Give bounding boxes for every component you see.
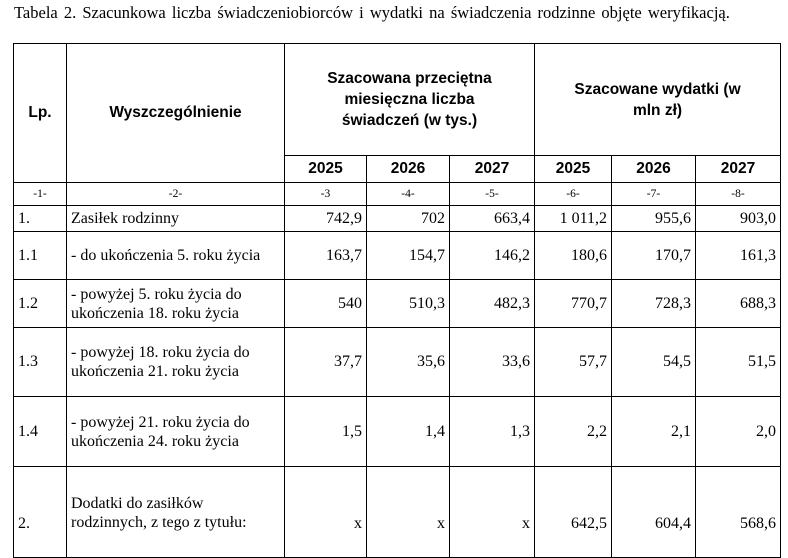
row-value: 1,5 bbox=[285, 397, 367, 467]
row-lp: 2. bbox=[14, 467, 67, 558]
header-group-count-text: Szacowana przeciętna miesięczna liczba świadczeń (w tys.) bbox=[327, 70, 492, 129]
row-value: 180,6 bbox=[535, 232, 612, 280]
row-value: x bbox=[450, 467, 535, 558]
column-number: -4- bbox=[367, 183, 450, 206]
header-group-count bbox=[285, 44, 535, 156]
column-number: -5- bbox=[450, 183, 535, 206]
row-value: 163,7 bbox=[285, 232, 367, 280]
row-value: 35,6 bbox=[367, 328, 450, 397]
header-group-spending-text: Szacowane wydatki (w mln zł) bbox=[574, 80, 741, 119]
row-value: 154,7 bbox=[367, 232, 450, 280]
row-value: 728,3 bbox=[612, 280, 696, 328]
column-number: -3 bbox=[285, 183, 367, 206]
header-lp: Lp. bbox=[14, 44, 67, 183]
header-row bbox=[14, 44, 781, 156]
column-number-row bbox=[14, 183, 781, 206]
row-lp: 1.3 bbox=[14, 328, 67, 397]
row-value: 663,4 bbox=[450, 206, 535, 232]
table-caption: Tabela 2. Szacunkowa liczba świadczeniobiorców i wydatki na świadczenia rodzinne objęte weryfikacją. bbox=[14, 3, 730, 22]
row-value: 642,5 bbox=[535, 467, 612, 558]
row-value: 702 bbox=[367, 206, 450, 232]
year-cell: 2026 bbox=[367, 156, 450, 183]
row-value: 33,6 bbox=[450, 328, 535, 397]
row-value: x bbox=[285, 467, 367, 558]
row-lp: 1.2 bbox=[14, 280, 67, 328]
row-description: - powyżej 18. roku życia do ukończenia 21. roku życia bbox=[67, 328, 285, 397]
row-value: 37,7 bbox=[285, 328, 367, 397]
year-cell: 2027 bbox=[696, 156, 781, 183]
column-number: -1- bbox=[14, 183, 67, 206]
year-cell: 2025 bbox=[285, 156, 367, 183]
table-row bbox=[14, 467, 781, 558]
row-description: - powyżej 21. roku życia do ukończenia 24. roku życia bbox=[67, 397, 285, 467]
row-value: 51,5 bbox=[696, 328, 781, 397]
header-group-spending bbox=[535, 44, 781, 156]
benefits-table bbox=[13, 43, 781, 558]
row-value: 2,2 bbox=[535, 397, 612, 467]
year-cell: 2027 bbox=[450, 156, 535, 183]
header-description: Wyszczególnienie bbox=[67, 44, 285, 183]
row-value: 770,7 bbox=[535, 280, 612, 328]
table-row bbox=[14, 232, 781, 280]
row-value: 1 011,2 bbox=[535, 206, 612, 232]
row-value: 903,0 bbox=[696, 206, 781, 232]
row-value: x bbox=[367, 467, 450, 558]
row-value: 510,3 bbox=[367, 280, 450, 328]
row-value: 57,7 bbox=[535, 328, 612, 397]
row-value: 170,7 bbox=[612, 232, 696, 280]
table-row bbox=[14, 280, 781, 328]
row-description: Zasiłek rodzinny bbox=[67, 206, 285, 232]
row-value: 742,9 bbox=[285, 206, 367, 232]
column-number: -7- bbox=[612, 183, 696, 206]
row-description: - do ukończenia 5. roku życia bbox=[67, 232, 285, 280]
column-number: -2- bbox=[67, 183, 285, 206]
row-value: 1,4 bbox=[367, 397, 450, 467]
row-value: 955,6 bbox=[612, 206, 696, 232]
column-number: -8- bbox=[696, 183, 781, 206]
row-value: 482,3 bbox=[450, 280, 535, 328]
table-row bbox=[14, 328, 781, 397]
row-lp: 1.1 bbox=[14, 232, 67, 280]
table-row bbox=[14, 206, 781, 232]
row-value: 54,5 bbox=[612, 328, 696, 397]
row-value: 540 bbox=[285, 280, 367, 328]
row-lp: 1. bbox=[14, 206, 67, 232]
row-description: Dodatki do zasiłków rodzinnych, z tego z tytułu: bbox=[67, 467, 285, 558]
table-row bbox=[14, 397, 781, 467]
row-description: - powyżej 5. roku życia do ukończenia 18. roku życia bbox=[67, 280, 285, 328]
row-value: 568,6 bbox=[696, 467, 781, 558]
column-number: -6- bbox=[535, 183, 612, 206]
row-value: 604,4 bbox=[612, 467, 696, 558]
year-cell: 2026 bbox=[612, 156, 696, 183]
row-value: 2,1 bbox=[612, 397, 696, 467]
row-value: 688,3 bbox=[696, 280, 781, 328]
row-value: 146,2 bbox=[450, 232, 535, 280]
year-cell: 2025 bbox=[535, 156, 612, 183]
row-lp: 1.4 bbox=[14, 397, 67, 467]
row-value: 1,3 bbox=[450, 397, 535, 467]
row-value: 2,0 bbox=[696, 397, 781, 467]
row-value: 161,3 bbox=[696, 232, 781, 280]
